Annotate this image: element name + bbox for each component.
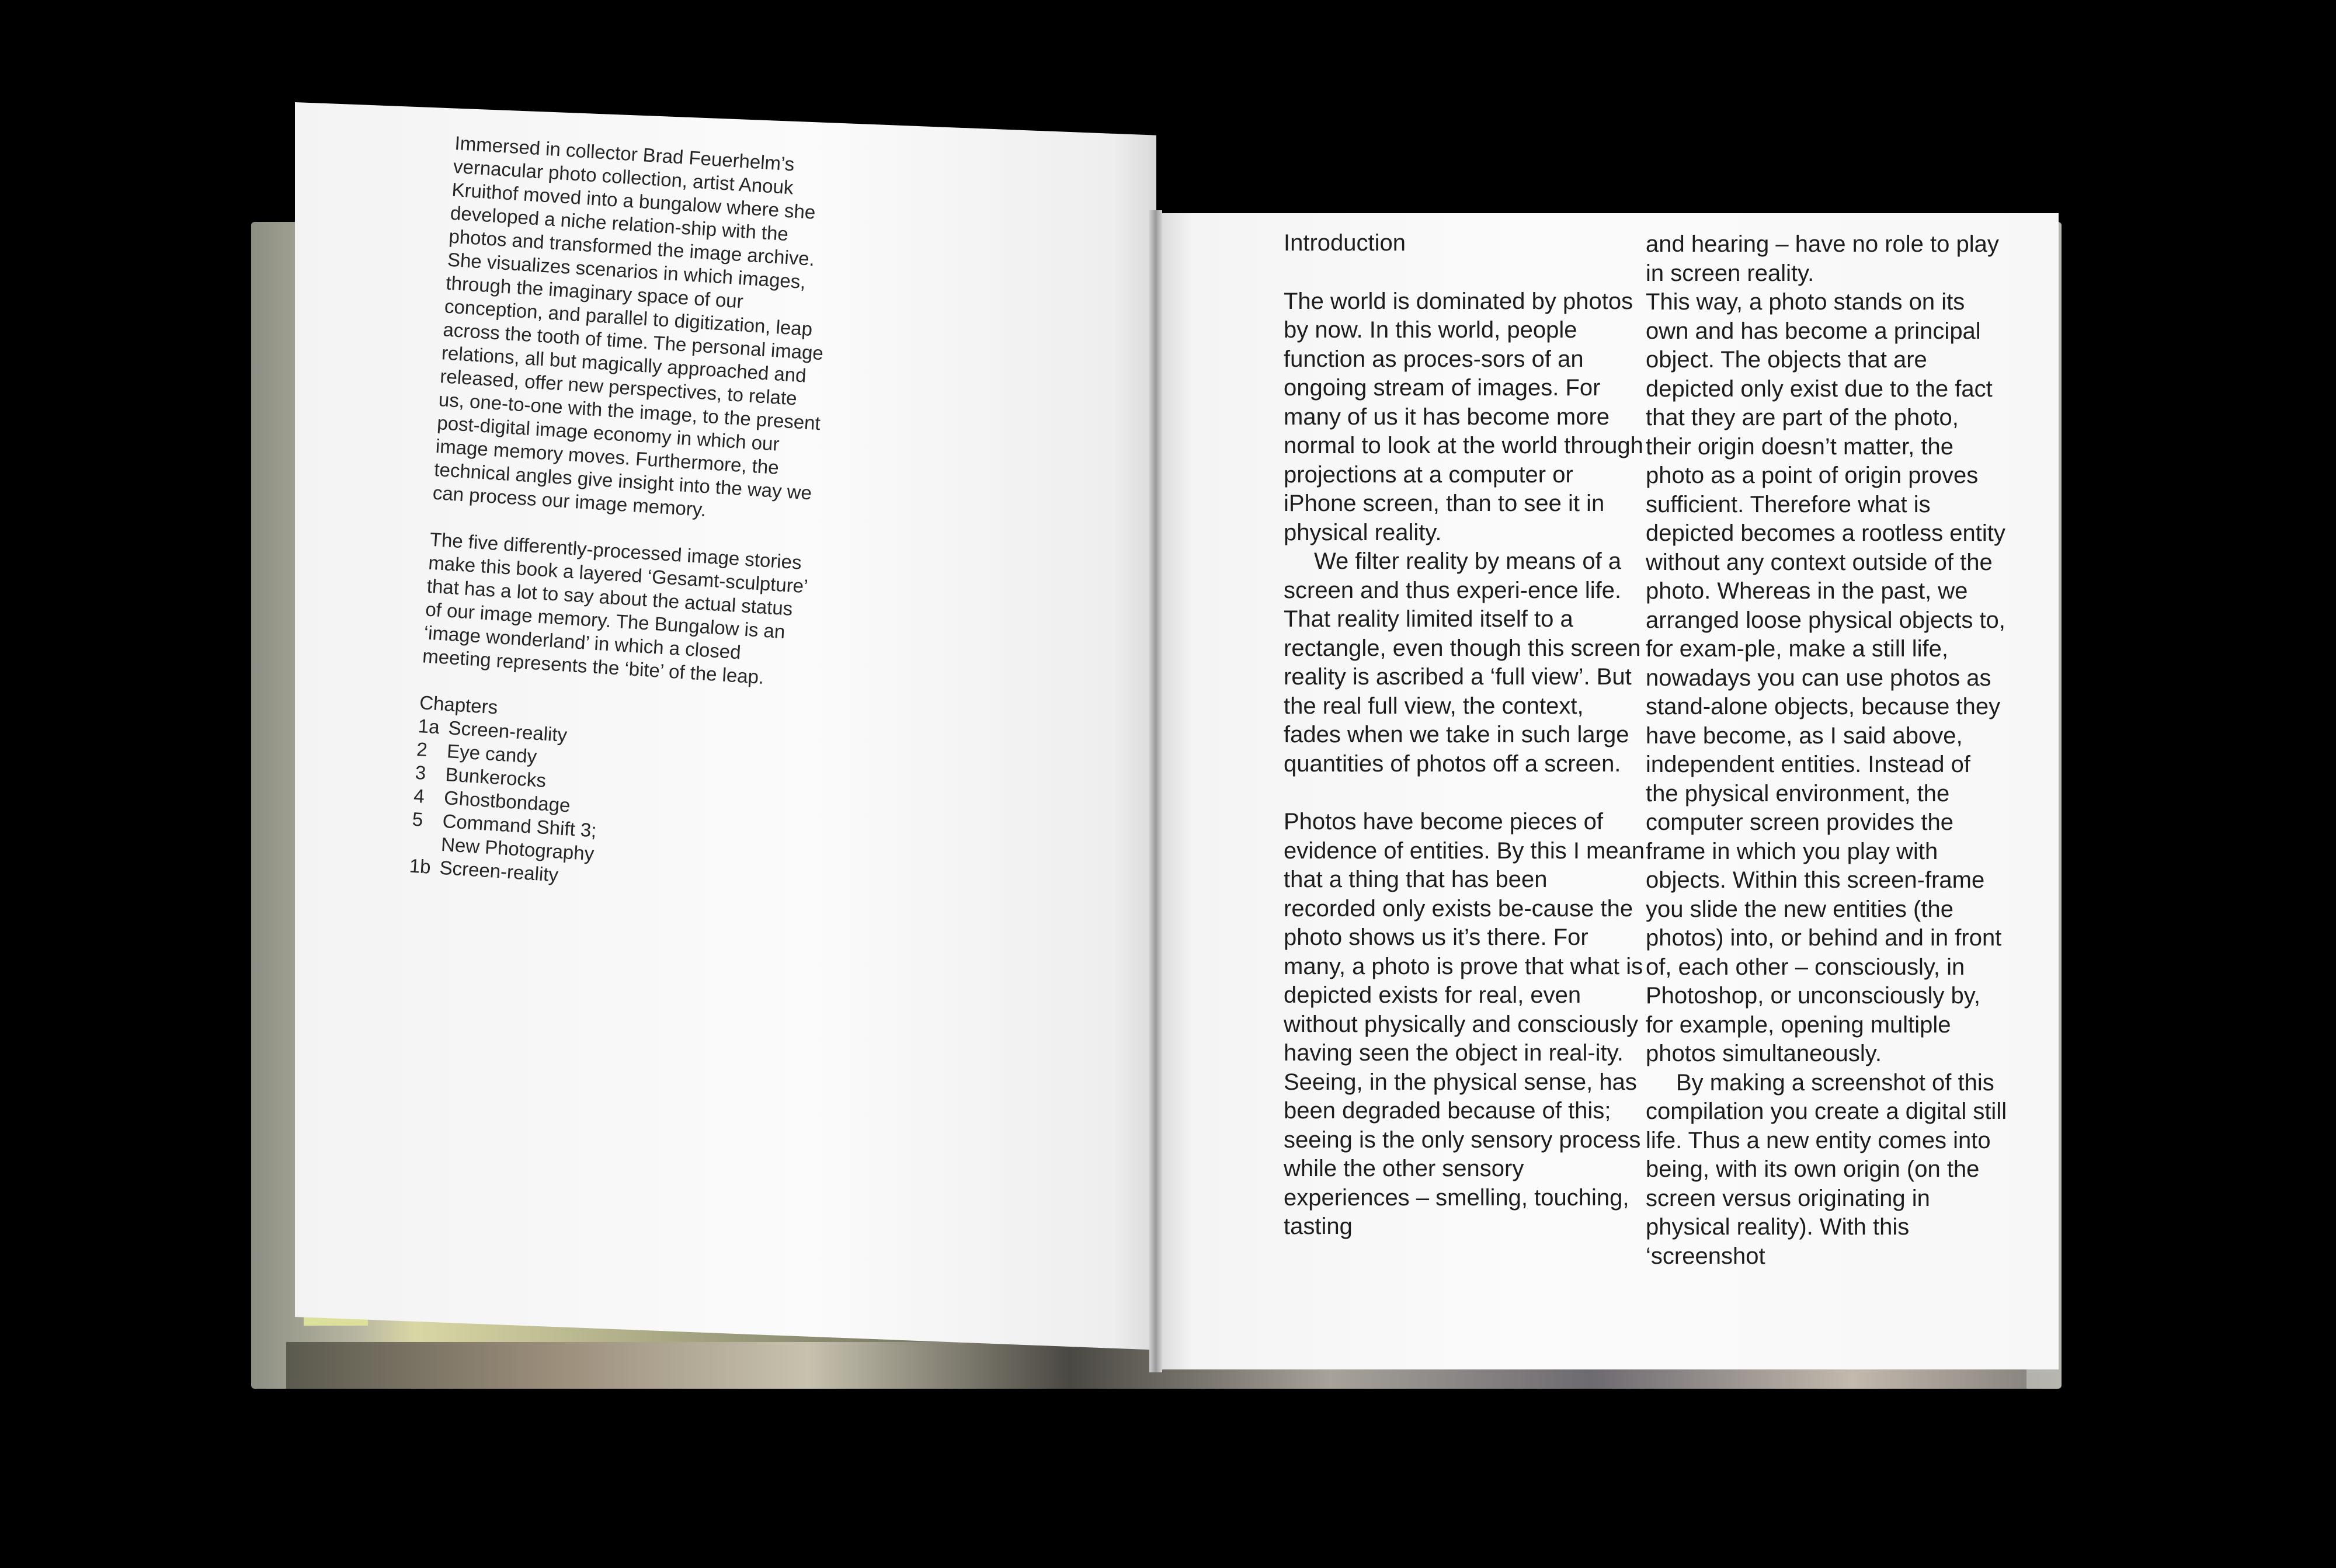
chapter-title: Eye candy [446, 740, 538, 767]
column-2-paragraph-2: This way, a photo stands on its own and has become a principal object. The objects that are depicted only exist due to the fact that they are part of the photo, their origin doesn’t matter, the photo as a point of origin proves sufficient. Therefore what is depicted becomes a rootless entity without any context outside of the photo. Whereas in the past, we arranged loose physical objects to, for exam-ple, make a still life, nowadays you can use photos as stand-alone objects, because they have become, as I said above, independent entities. Instead of the physical environment, the computer screen provides the frame in which you play with objects. Within this screen-frame you slide the new entities (the photos) into, or behind and in front of, each other – consciously, in Photoshop, or unconsciously by, for example, opening multiple photos simultaneously. [1646, 289, 2005, 1066]
chapter-title: Screen-reality [439, 856, 559, 886]
chapter-title: Ghostbondage [443, 787, 571, 816]
chapter-number: 1b [408, 854, 432, 878]
page-title: Introduction [1284, 230, 1406, 256]
right-page-column-1 [1284, 229, 1646, 1242]
column-2-paragraph-3: By making a screenshot of this compilation you create a digital still life. Thus a new entity comes into being, with its own origin (on the screen versus originating in physical reality). With this ‘screenshot [1646, 1069, 2007, 1269]
left-page-text [409, 131, 840, 902]
chapter-title: Command Shift 3; [442, 809, 597, 842]
chapter-number [410, 831, 442, 856]
book-gutter [1149, 210, 1162, 1372]
column-2-paragraph-1: and hearing – have no role to play in screen reality. [1646, 231, 1999, 286]
chapter-number: 3 [414, 761, 427, 784]
chapter-title: Bunkerocks [444, 763, 547, 791]
right-page-column-2 [1646, 230, 2008, 1271]
second-paragraph: The five differently-processed image stories make this book a layered ‘Gesamt-sculpture’ that has a lot to say about the actual status of our image memory. The Bungalow is an ‘image wonderland’ in which a closed meeting represents the ‘bite’ of the leap. [422, 528, 808, 688]
chapter-title: New Photography [440, 833, 595, 865]
chapter-number: 5 [411, 808, 424, 830]
column-1-paragraph-2: We filter reality by means of a screen and thus experi-ence life. That reality limited itself to a rectangle, even though this screen reality is ascribed a ‘full view’. But the real full view, the context, fades when we take in such large quantities of photos off a screen. [1284, 548, 1641, 777]
column-1-paragraph-3: Photos have become pieces of evidence of entities. By this I mean that a thing that has been recorded only exists be-cause the photo shows us it’s there. For many, a photo is prove that what is depicted exists for real, even without physically and consciously having seen the object in real-ity. Seeing, in the physical sense, has been degraded because of this; seeing is the only sensory process while the other sensory experiences – smelling, touching, tasting [1284, 809, 1645, 1239]
chapter-number: 4 [413, 784, 425, 807]
column-1-paragraph-1: The world is dominated by photos by now. In this world, people function as proces-sors of an ongoing stream of images. For many of us it has become more normal to look at the world through projections at a computer or iPhone screen, than to see it in physical reality. [1284, 288, 1643, 545]
chapter-number: 1a [417, 715, 440, 738]
chapters-heading: Chapters [419, 691, 499, 718]
chapter-number: 2 [416, 738, 428, 761]
intro-paragraph: Immersed in collector Brad Feuerhelm’s vernacular photo collection, artist Anouk Kruithof moved into a bungalow where she developed a niche relation-ship with the photos and transformed the image archive. She visualizes scenarios in which images, through the imaginary space of our conception, and parallel to digitization, leap across the tooth of time. The personal image relations, all but magically approached and released, offer new perspectives, to relate us, one-to-one with the image, to the present post-digital image economy in which our image memory moves. Furthermore, the technical angles give insight into the way we can process our image memory. [432, 131, 824, 521]
chapter-title: Screen-reality [447, 717, 568, 746]
chapter-list [409, 714, 804, 902]
